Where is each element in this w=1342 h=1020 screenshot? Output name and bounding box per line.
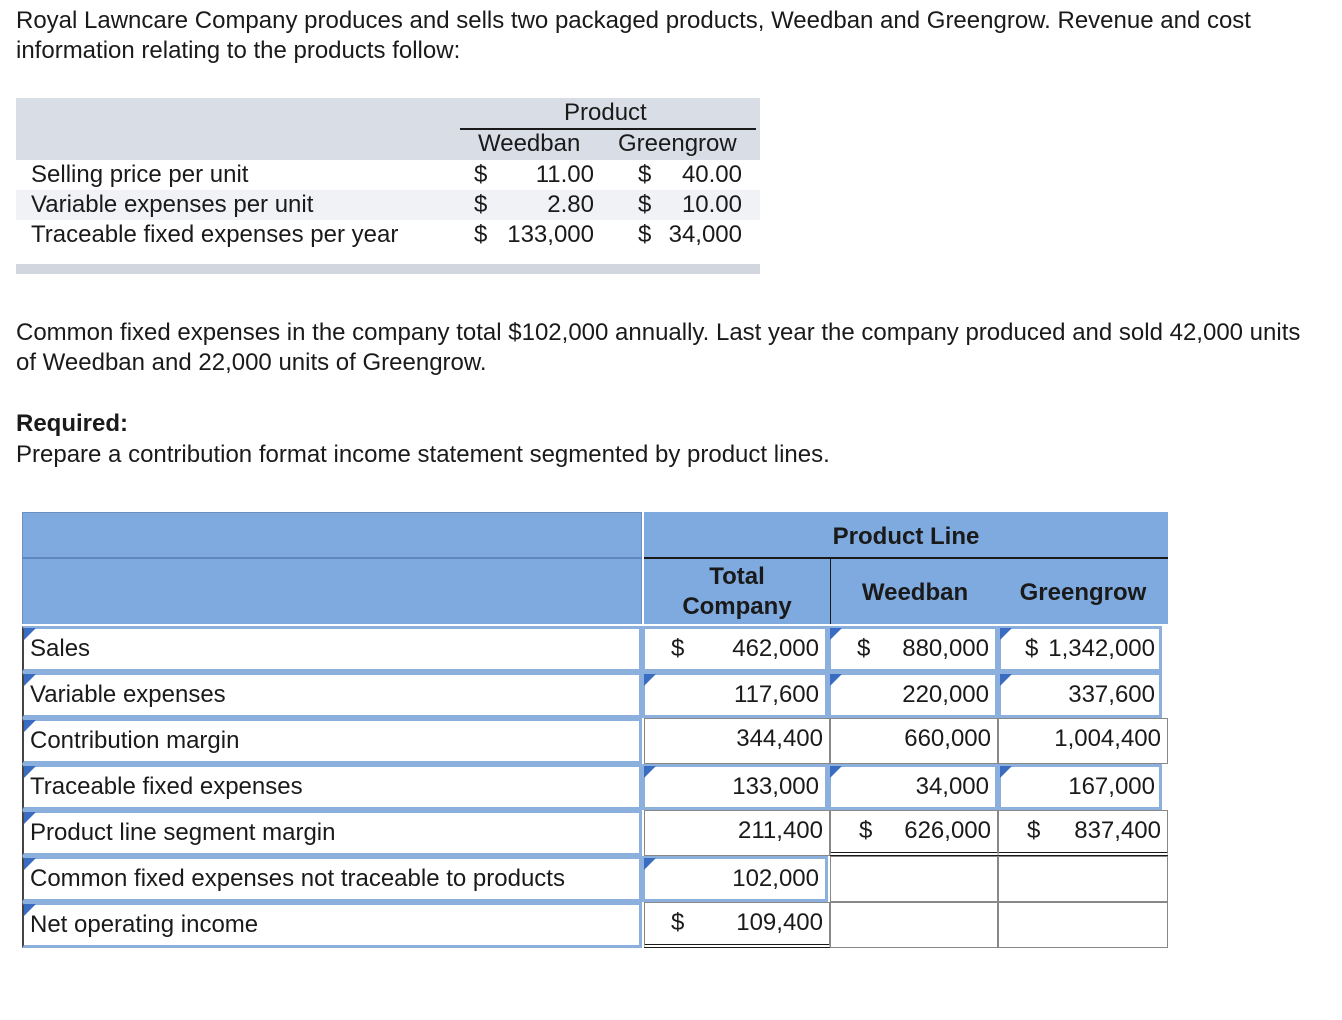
label-cell[interactable] — [22, 718, 642, 764]
marker-icon — [830, 766, 842, 778]
header-divider — [22, 557, 642, 559]
currency-symbol: $ — [671, 909, 685, 936]
weedban-input[interactable] — [828, 764, 998, 810]
marker-icon — [24, 628, 36, 640]
total-input[interactable] — [642, 672, 828, 718]
marker-icon — [24, 766, 36, 778]
weedban-value: 626,000 — [904, 817, 991, 844]
col-greengrow: Greengrow — [618, 130, 737, 157]
greengrow-value: 1,342,000 — [1048, 635, 1155, 662]
total-company-header: Total Company — [682, 563, 792, 620]
greengrow-input[interactable] — [998, 626, 1162, 672]
row-label: Traceable fixed expenses — [30, 773, 303, 800]
marker-icon — [24, 674, 36, 686]
total-value: 117,600 — [734, 681, 819, 708]
marker-icon — [644, 766, 656, 778]
total-value-cell — [644, 718, 830, 764]
row-label: Common fixed expenses not traceable to products — [30, 865, 565, 892]
weedban-value: 34,000 — [915, 773, 989, 800]
weedban-value: 11.00 — [535, 161, 594, 188]
bottom-band — [16, 264, 760, 274]
total-input[interactable] — [642, 764, 828, 810]
weedban-value-cell — [830, 718, 998, 764]
product-header: Product — [564, 99, 647, 126]
label-cell[interactable] — [22, 902, 642, 948]
intro-paragraph: Royal Lawncare Company produces and sells two packaged products, Weedban and Greengrow. Revenue and cost information relating to the products follow: — [16, 7, 1251, 64]
greengrow-value: 10.00 — [681, 191, 742, 218]
row-label: Variable expenses per unit — [31, 191, 314, 218]
greengrow-input[interactable] — [998, 764, 1162, 810]
label-cell[interactable] — [22, 626, 642, 672]
greengrow-value: 40.00 — [681, 161, 742, 188]
currency-symbol: $ — [474, 191, 488, 218]
total-input[interactable] — [642, 856, 828, 902]
header-label-area — [22, 512, 642, 624]
total-value: 462,000 — [732, 635, 819, 662]
row-label: Net operating income — [30, 911, 259, 938]
marker-icon — [24, 858, 36, 870]
total-value: 344,400 — [736, 725, 823, 752]
col-weedban: Weedban — [478, 130, 581, 157]
marker-icon — [1000, 674, 1012, 686]
marker-icon — [644, 858, 656, 870]
common-fixed-paragraph: Common fixed expenses in the company total $102,000 annually. Last year the company produced and sold 42,000 units of Weedban and 22,000 units of Greengrow. — [16, 319, 1301, 376]
greengrow-value: 337,600 — [1068, 681, 1155, 708]
label-cell[interactable] — [22, 764, 642, 810]
marker-icon — [830, 674, 842, 686]
currency-symbol: $ — [857, 635, 871, 662]
weedban-empty-cell — [830, 902, 998, 948]
currency-symbol: $ — [859, 817, 873, 844]
label-cell[interactable] — [22, 856, 642, 902]
greengrow-empty-cell — [998, 856, 1168, 902]
row-label: Traceable fixed expenses per year — [31, 221, 399, 248]
weedban-value: 133,000 — [507, 221, 594, 248]
greengrow-value: 1,004,400 — [1054, 725, 1161, 752]
currency-symbol: $ — [638, 161, 652, 188]
required-heading: Required: — [16, 410, 129, 437]
total-input[interactable] — [642, 626, 828, 672]
total-value: 211,400 — [738, 817, 823, 844]
col-sep — [830, 559, 831, 624]
greengrow-header: Greengrow — [1019, 579, 1147, 606]
currency-symbol: $ — [1025, 635, 1039, 662]
greengrow-empty-cell — [998, 902, 1168, 948]
weedban-value: 220,000 — [902, 681, 989, 708]
weedban-input[interactable] — [828, 626, 998, 672]
greengrow-value: 34,000 — [668, 221, 742, 248]
income-statement-table — [22, 512, 1168, 948]
currency-symbol: $ — [638, 191, 652, 218]
required-text: Prepare a contribution format income statement segmented by product lines. — [16, 441, 830, 468]
weedban-input[interactable] — [828, 672, 998, 718]
weedban-value: 880,000 — [902, 635, 989, 662]
product-info-table — [16, 98, 760, 274]
currency-symbol: $ — [638, 221, 652, 248]
total-value: 102,000 — [732, 865, 819, 892]
total-value-cell — [644, 810, 830, 856]
row-label: Selling price per unit — [31, 161, 249, 188]
marker-icon — [24, 812, 36, 824]
greengrow-value: 837,400 — [1074, 817, 1161, 844]
row-label: Variable expenses — [30, 681, 226, 708]
currency-symbol: $ — [1027, 817, 1041, 844]
currency-symbol: $ — [474, 161, 488, 188]
weedban-value: 2.80 — [547, 191, 594, 218]
marker-icon — [1000, 628, 1012, 640]
total-value-cell — [644, 902, 830, 948]
row-label: Product line segment margin — [30, 819, 336, 846]
label-cell[interactable] — [22, 810, 642, 856]
currency-symbol: $ — [671, 635, 685, 662]
greengrow-value: 167,000 — [1068, 773, 1155, 800]
marker-icon — [24, 904, 36, 916]
weedban-empty-cell — [830, 856, 998, 902]
greengrow-value-cell — [998, 810, 1168, 856]
marker-icon — [1000, 766, 1012, 778]
product-line-header: Product Line — [832, 523, 980, 550]
weedban-header: Weedban — [861, 579, 969, 606]
weedban-value: 660,000 — [904, 725, 991, 752]
total-value: 133,000 — [732, 773, 819, 800]
marker-icon — [644, 674, 656, 686]
currency-symbol: $ — [474, 221, 488, 248]
row-label: Contribution margin — [30, 727, 240, 754]
marker-icon — [830, 628, 842, 640]
row-label: Sales — [30, 635, 91, 662]
greengrow-value-cell — [998, 718, 1168, 764]
total-value: 109,400 — [736, 909, 823, 936]
greengrow-input[interactable] — [998, 672, 1162, 718]
weedban-value-cell — [830, 810, 998, 856]
label-cell[interactable] — [22, 672, 642, 718]
marker-icon — [24, 720, 36, 732]
